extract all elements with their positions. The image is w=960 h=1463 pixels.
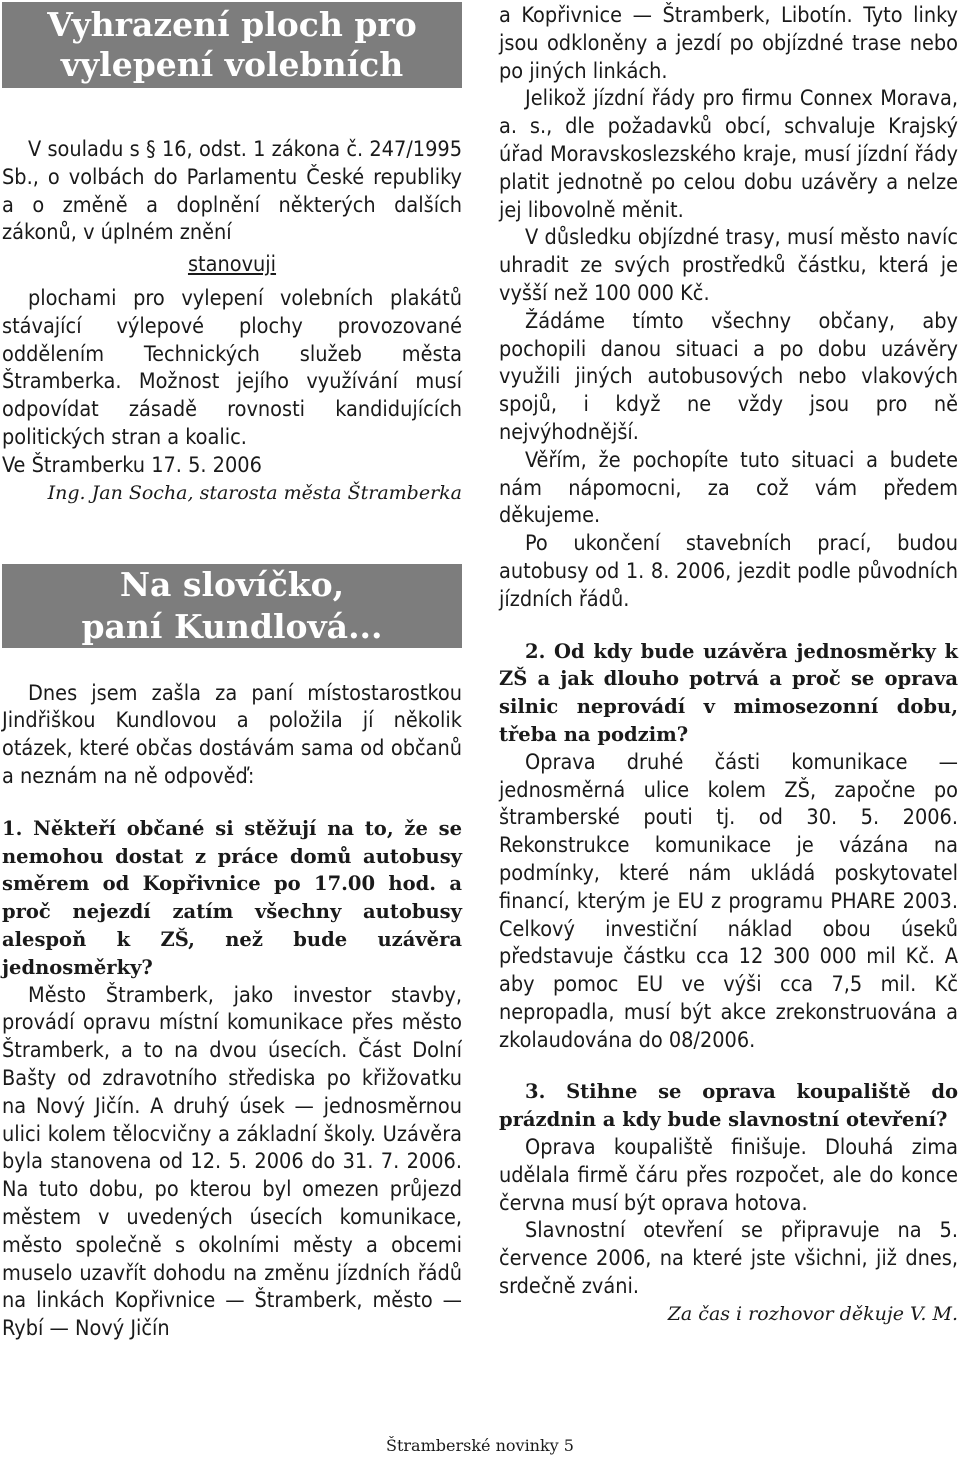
answer-1-paragraph-2: Jelikož jízdní řády pro firmu Connex Morava, a. s., dle požadavků obcí, schvaluje Krajský úřad Moravskoslezského kraje, musí jízdní řády platit jednotně po celou dobu uzávěry a nelze jej libovolně měnit.	[499, 86, 958, 223]
right-column	[499, 0, 958, 1327]
interview-signature: Za čas i rozhovor děkuje V. M.	[667, 1302, 958, 1325]
answer-3-paragraph-1: Oprava koupaliště finišuje. Dlouhá zima udělala firmě čáru přes rozpočet, ale do konce června musí být oprava hotova.	[499, 1135, 958, 1216]
notice-title-line2: vylepení volebních plakátů	[60, 45, 404, 124]
interview-title	[2, 564, 462, 648]
question-1: 1. Někteří občané si stěžují na to, že se nemohou dostat z práce domů autobusy směrem od Kopřivnice po 17.00 hod. a proč nejezdí zatím všechny autobusy alespoň k ZŠ, než bude uzávěra jednosměrky?	[2, 816, 462, 979]
page-footer: Štramberské novinky 5	[386, 1436, 574, 1455]
notice-place-date: Ve Štramberku 17. 5. 2006	[2, 452, 262, 478]
left-column	[2, 0, 462, 1343]
interview-title-line2: paní Kundlová...	[81, 606, 383, 646]
interview-body-right	[499, 2, 958, 1327]
notice-signature: Ing. Jan Socha, starosta města Štramberka	[47, 481, 462, 504]
interview-title-line1: Na slovíčko,	[119, 564, 345, 604]
notice-title	[2, 2, 462, 124]
notice-paragraph-1: V souladu s § 16, odst. 1 zákona č. 247/1995 Sb., o volbách do Parlamentu České republiky a o změně a doplnění některých dalších zákonů, v úplném znění	[2, 137, 462, 246]
answer-2: Oprava druhé části komunikace — jednosměrná ulice kolem ZŠ, započne po štramberské pouti tj. od 30. 5. 2006. Rekonstrukce komunikace je vázána na podmínky, které nám ukládá poskytovatel financí, kterým je EU z programu PHARE 2003. Celkový investiční náklad obou úseků představuje částku cca 12 300 000 mil Kč. A aby pomoc EU ve výši cca 7,5 mil. Kč nepropadla, musí být akce zrekonstruována a zkolaudována do 08/2006.	[499, 749, 958, 1053]
notice-paragraph-2: plochami pro vylepení volebních plakátů stávající výlepové plochy provozované oddělením Technických služeb města Štramberka. Možnost jejího využívání musí odpovídat zásadě rovnosti kandidujících politických stran a koalic.	[2, 285, 462, 450]
answer-1-paragraph-1: Město Štramberk, jako investor stavby, provádí opravu místní komunikace přes město Štramberk, a to na dvou úsecích. Část Dolní Bašty od zdravotního střediska po křižovatku na Nový Jičín. A druhý úsek — jednosměrnou ulici kolem tělocvičny a základní školy. Uzávěra byla stanovena od 12. 5. 2006 do 31. 7. 2006. Na tuto dobu, po kterou byl omezen průjezd městem v uvedených úsecích komunikace, město společně s okolními městy a obcemi muselo uzavřít dohodu na změnu jízdních řádů na linkách Kopřivnice — Štramberk, město — Rybí — Nový Jičín	[2, 982, 462, 1342]
notice-body	[2, 136, 462, 506]
answer-3-paragraph-2: Slavnostní otevření se připravuje na 5. července 2006, na které jste všichni, již dnes, srdečně zváni.	[499, 1218, 958, 1300]
notice-title-line1: Vyhrazení ploch pro	[47, 5, 417, 44]
answer-1-continuation: a Kopřivnice — Štramberk, Libotín. Tyto linky jsou odkloněny a jezdí po objízdné trase nebo po jiných linkách.	[499, 3, 958, 84]
answer-1-paragraph-4: Žádáme tímto všechny občany, aby pochopili danou situaci a po dobu uzávěry využili jiných autobusových nebo vlakových spojů, i když ne vždy jsou pro ně nejvýhodnější.	[499, 308, 958, 445]
answer-1-paragraph-6: Po ukončení stavebních prací, budou autobusy od 1. 8. 2006, jezdit podle původních jízdních řádů.	[499, 531, 958, 612]
answer-1-paragraph-5: Věřím, že pochopíte tuto situaci a budete nám nápomocni, za což vám předem děkujeme.	[499, 447, 958, 529]
answer-1-paragraph-3: V důsledku objízdné trasy, musí město navíc uhradit ze svých prostředků částku, která je vyšší než 100 000 Kč.	[499, 225, 958, 306]
question-2: 2. Od kdy bude uzávěra jednosměrky k ZŠ a jak dlouho potrvá a proč se oprava silnic neprovádí v mimosezonní dobu, třeba na podzim?	[499, 639, 958, 746]
interview-body-left	[2, 680, 462, 1343]
interview-intro: Dnes jsem zašla za paní místostarostkou Jindřiškou Kundlovou a položila jí několik otázek, které občas dostávám sama od občanů a neznám na ně odpověď:	[2, 680, 462, 789]
question-3: 3. Stihne se oprava koupaliště do prázdnin a kdy bude slavnostní otevření?	[499, 1080, 958, 1132]
notice-stanovuji: stanovuji	[187, 252, 277, 278]
